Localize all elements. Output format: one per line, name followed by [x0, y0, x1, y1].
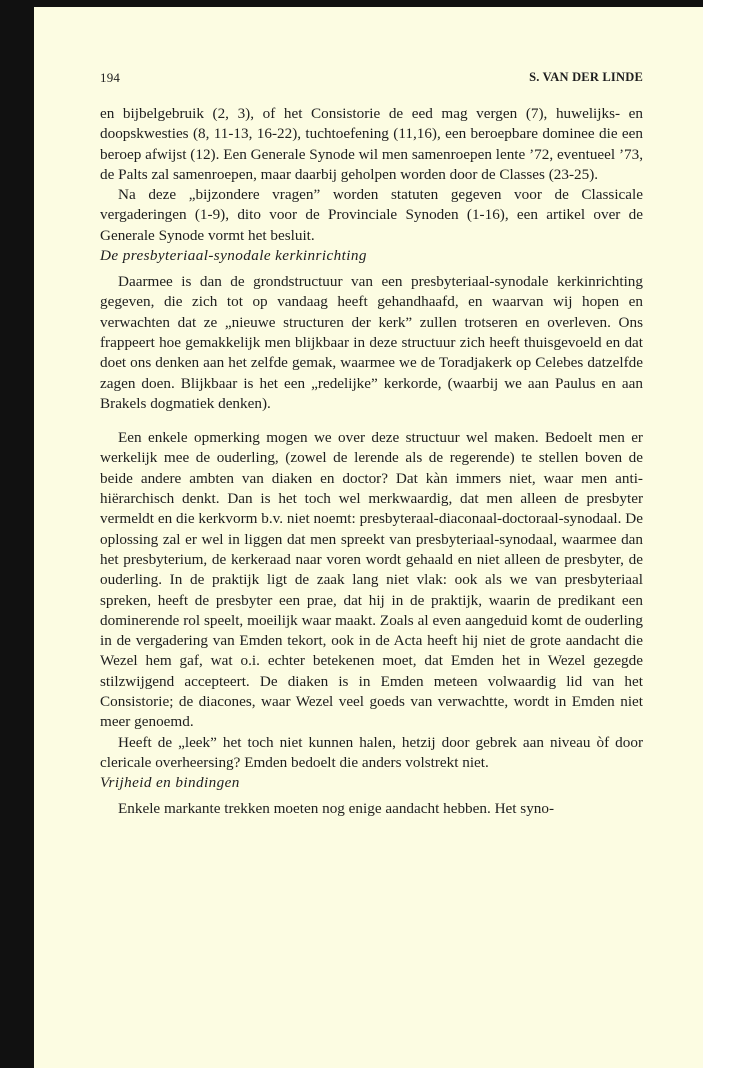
section-heading-2: Vrijheid en bindingen	[100, 774, 240, 792]
body-paragraph-4: Een enkele opmerking mogen we over deze structuur wel maken. Bedoelt men er werkelijk mee de ouderling, (zowel de lerende als de regerende) te stellen boven de beide andere ambten van diaken en doctor? Dat kàn immers niet, waar men anti-hiërarchisch denkt. Dan is het toch wel merkwaardig, dat men alleen de presbyter vermeldt en die kerkvorm b.v. niet noemt: presbyteraal-diaconaal-doctoraal-synodaal. De oplossing zal er wel in liggen dat men spreekt van presbyteriaal-synodaal, waarmee dan het presbyterium, de kerkeraad naar voren wordt gehaald en niet alleen de presbyter, de ouderling. In de praktijk ligt de zaak lang niet vlak: ook als we van presbyteriaal spreken, heeft de presbyter een prae, dat hij in de praktijk, waarin de predikant een dominerende rol speelt, moeilijk waar maakt. Zoals al even aangeduid komt de ouderling in de vergadering van Emden tekort, ook in de Acta heeft hij niet de grote aandacht die Wezel hem gaf, wat o.i. echter betekenen moet, dat Emden het in Wezel gezegde stilzwijgend accepteert. De diaken is in Emden meteen volwaardig lid van het Consistorie; de diacones, waar Wezel veel goeds van verwachtte, wordt in Emden niet meer genoemd.	[100, 429, 643, 731]
running-title: S. VAN DER LINDE	[529, 70, 643, 84]
page-content	[100, 70, 643, 820]
scan-border-left	[0, 0, 34, 1068]
scan-margin-right	[703, 0, 738, 1068]
body-paragraph-3: Daarmee is dan de grondstructuur van een presbyteriaal-synodale kerkinrichting gegeven, die zich tot op vandaag heeft gehandhaafd, en waarvan wij hopen en verwachten dat ze „nieuwe structuren der kerk” zullen trotseren en overleven. Ons frappeert hoe gemakkelijk men blijkbaar in deze structuur zich heeft thuisgevoeld en dat doet ons denken aan het zelfde gemak, waarmee we de Toradjakerk op Celebes datzelfde zagen doen. Blijkbaar is het een „redelijke” kerkorde, (waarbij we aan Paulus en aan Brakels dogmatiek denken).	[100, 273, 643, 412]
running-head	[100, 70, 643, 90]
section-heading-1: De presbyteriaal-synodale kerkinrichting	[100, 247, 367, 265]
body-paragraph-2: Na deze „bijzondere vragen” worden statuten gegeven voor de Classicale vergaderingen (1-9), dito voor de Provinciale Synoden (1-16), een artikel over de Generale Synode vormt het besluit.	[100, 186, 643, 244]
body-paragraph-5: Heeft de „leek” het toch niet kunnen halen, hetzij door gebrek aan niveau òf door clericale overheersing? Emden bedoelt die anders volstrekt niet.	[100, 733, 643, 771]
body-paragraph-6: Enkele markante trekken moeten nog enige aandacht hebben. Het syno-	[118, 800, 555, 818]
page-number: 194	[100, 70, 121, 85]
body-paragraph-1: en bijbelgebruik (2, 3), of het Consistorie de eed mag vergen (7), huwelijks- en doopskwesties (8, 11-13, 16-22), tuchtoefening (11,16), een beroepbare dominee die een beroep afwijst (12). Een Generale Synode wil men samenroepen lente ’72, eventueel ’73, de Palts zal samenroepen, maar daarbij geholpen worden door de Classes (23-25).	[100, 105, 643, 183]
scan-border-top	[0, 0, 705, 7]
